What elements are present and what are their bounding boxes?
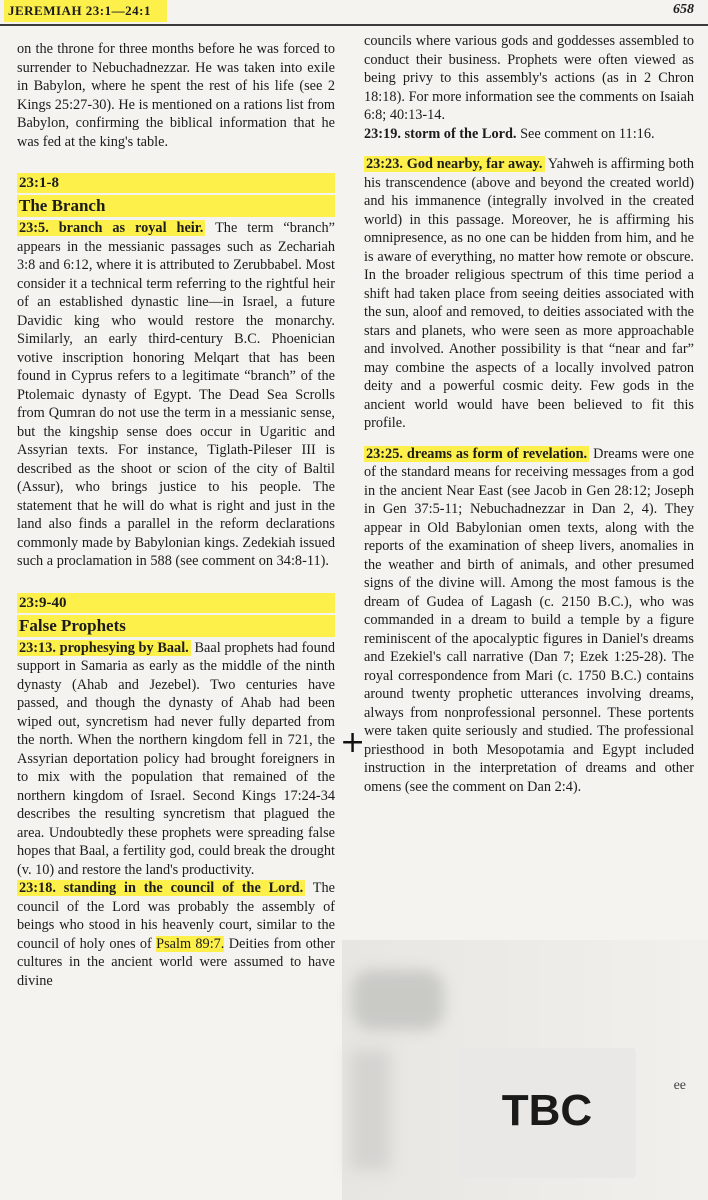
tbc-label: TBC [501,1086,593,1135]
header-rule [0,24,708,26]
entry-text-council-b: Deities from other cultures in the ancient world were assumed to have divine [17,935,336,989]
entry-ref-god-nearby: 23:23. God nearby, far away. [366,156,543,172]
entry-council [17,879,335,990]
intro-paragraph: on the throne for three months before he was forced to surrender to Nebuchadnezzar. He was taken into exile in Babylon, where he spent the rest of his life (see 2 Kings 25:27-30). He is mentioned on a rations list from Babylon, confirming the biblical information that he was fed at the king's table. [17,41,335,150]
entry-ref-branch: 23:5. branch as royal heir. [19,220,204,236]
blur-patch [352,970,444,1030]
section-title-false-prophets: False Prophets [17,615,335,637]
entry-ref-storm: 23:19. storm of the Lord. [364,125,517,142]
entry-baal [17,639,335,880]
section-range-false-prophets: 23:9-40 [17,593,335,613]
entry-storm [364,125,694,144]
entry-text-council-a: The council of the Lord was probably the assembly of beings who stood in his heavenly court, similar to the council of holy ones of [17,880,335,952]
section-title-branch: The Branch [17,195,335,217]
entry-text-god-nearby: Yahweh is affirming both his transcendence (above and beyond the created world) and his immanence (integrally involved in the created world) in this passage. Moreover, he is affirming his omnipresence, as no one can be hidden from him, and he is aware of everything, no matter how remote or obscure. In the broader religious spectrum of this time period a shift had taken place from seeing deities associated with the sun, aloof and removed, to deities associated with the stars and planets, who were seen as more approachable and involved. Another possibility is that “near and far” may combine the aspects of a locally involved patron deity and a powerful cosmic deity. Few gods in the ancient world would have been believed to fit this profile. [364,156,694,431]
entry-text-branch: The term “branch” appears in the messianic passages such as Zechariah 3:8 and 6:12, where it is attributed to Zerubbabel. Most consider it a technical term referring to the rightful heir of an established dynastic line—in Israel, a future Davidic king who would restore the monarchy. Similarly, an early third-century B.C. Phoenician votive inscription honoring Melqart that has been found in Cyprus refers to a legitimate “branch” of the Ptolemaic dynasty of Egypt. The Dead Sea Scrolls from Qumran do not use the term in a messianic sense, but the kingship sense does occur in Ugaritic and Assyrian texts. For instance, Tiglath-Pileser III is described as the shoot or scion of the city of Baltil (Assur), who brings justice to his people. The statement that he will do what is right and just in the land also finds a parallel in the reform declarations commonly made by Babylonian kings. Zedekiah issued such a proclamation in 588 (see comment on 34:8-11). [17,220,335,569]
continuation-paragraph: councils where various gods and goddesses assembled to conduct their business. Prophets were often viewed as being privy to this assembly's actions (as in 2 Chron 18:18). For more information see the comments on Isaiah 6:8; 40:13-14. [364,33,694,123]
entry-dreams [364,445,694,797]
tbc-overlay [458,1048,636,1178]
page-number: 658 [673,2,694,17]
entry-text-baal: Baal prophets had found support in Samaria as early as the middle of the ninth dynasty (Ahab and Jezebel). Two centuries have passed, and though the dynasty of Ahab had been wiped out, syncretism had never fully departed from the north. When the northern kingdom fell in 721, the Assyrian deportation policy had brought foreigners in to mix with the population that remained of the northern kingdom of Israel. Second Kings 17:24-34 describes the resulting syncretism that plagued the area. Undoubtedly these prophets were spreading false hopes that Baal, a fertility god, could break the drought (v. 10) and restore the land's productivity. [17,639,336,878]
left-column [17,40,335,990]
running-title: JEREMIAH 23:1—24:1 [4,0,167,22]
entry-text-dreams: Dreams were one of the standard means for receiving messages from a god in the ancient Near East (see Jacob in Gen 28:12; Joseph in Gen 37:5-11; Nebuchadnezzar in Dan 2, 4). They appear in Old Babylonian omen texts, along with the reports of the examination of sheep livers, anomalies in the weather and birth of animals, and other presumed signs of the divine will. Among the most famous is the dream of Gudea of Lagash (c. 2150 B.C.), who was commanded in a dream to build a temple by a figure reminiscent of the apocalyptic figures in Daniel's dreams and Ezekiel's call narrative (Dan 7; Ezek 1:25-28). The royal correspondence from Mari (c. 1750 B.C.) contains around twenty prophetic utterances involving dreams, always from nonprofessional personnel. These portents were taken quite seriously and studied. The professional priesthood in both Mesopotamia and Egypt included instruction in the interpretation of dreams and other omens (see the comment on Dan 2:4). [364,445,695,795]
entry-text-storm: See comment on 11:16. [520,125,655,142]
section-range-branch: 23:1-8 [17,173,335,193]
cutoff-text: ee [673,1078,686,1093]
entry-ref-dreams: 23:25. dreams as form of revelation. [366,445,588,462]
right-column [364,32,694,796]
margin-plus-mark: + [340,725,366,760]
psalm-reference: Psalm 89:7. [156,935,225,952]
entry-ref-council: 23:18. standing in the council of the Lord. [19,880,304,896]
entry-branch [17,219,335,571]
blur-patch [350,1050,390,1170]
page-header [0,0,708,24]
entry-ref-baal: 23:13. prophesying by Baal. [19,639,189,656]
entry-god-nearby [364,155,694,433]
